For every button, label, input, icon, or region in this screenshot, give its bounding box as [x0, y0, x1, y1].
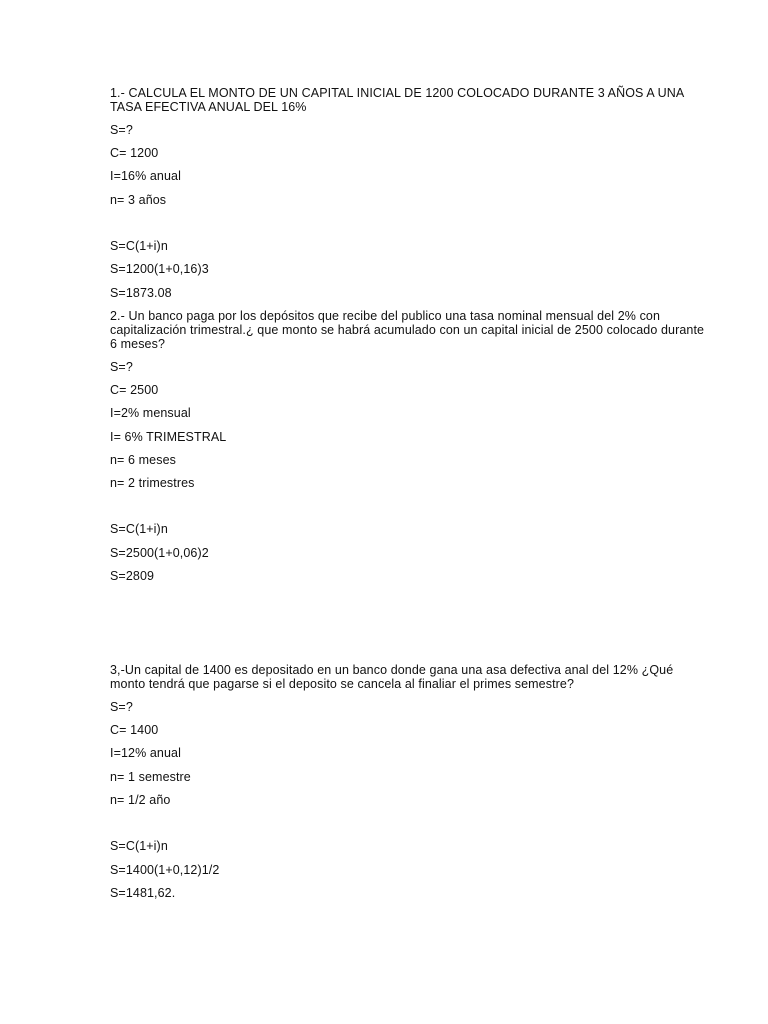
problem1-c: C= 1200: [110, 146, 159, 160]
problem1-question-line2: TASA EFECTIVA ANUAL DEL 16%: [110, 100, 307, 114]
problem3-question-line1: 3,-Un capital de 1400 es depositado en un banco donde gana una asa defectiva anal del 12% ¿Qué: [110, 663, 674, 677]
problem1-result: S=1873.08: [110, 286, 172, 300]
problem2-i-monthly: I=2% mensual: [110, 406, 191, 420]
problem3-result: S=1481,62.: [110, 886, 176, 900]
problem3-n-semester: n= 1 semestre: [110, 770, 191, 784]
problem3-question-line2: monto tendrá que pagarse si el deposito se cancela al finaliar el primes semestre?: [110, 677, 575, 691]
problem1-substitution: S=1200(1+0,16)3: [110, 262, 209, 276]
problem2-formula: S=C(1+i)n: [110, 522, 168, 536]
problem3-s: S=?: [110, 700, 133, 714]
problem3-formula: S=C(1+i)n: [110, 839, 168, 853]
problem1-n: n= 3 años: [110, 193, 167, 207]
problem1-question-line1: 1.- CALCULA EL MONTO DE UN CAPITAL INICIAL DE 1200 COLOCADO DURANTE 3 AÑOS A UNA: [110, 86, 685, 100]
problem2-i-quarterly: I= 6% TRIMESTRAL: [110, 430, 227, 444]
problem2-c: C= 2500: [110, 383, 159, 397]
problem2-question-line2: capitalización trimestral.¿ que monto se habrá acumulado con un capital inicial de 2500 colocado durante: [110, 323, 705, 337]
problem3-c: C= 1400: [110, 723, 159, 737]
problem1-i: I=16% anual: [110, 169, 181, 183]
problem1-s: S=?: [110, 123, 133, 137]
problem3-n-years: n= 1/2 año: [110, 793, 171, 807]
problem3-i: I=12% anual: [110, 746, 181, 760]
problem2-substitution: S=2500(1+0,06)2: [110, 546, 209, 560]
problem3-substitution: S=1400(1+0,12)1/2: [110, 863, 220, 877]
problem2-n-quarters: n= 2 trimestres: [110, 476, 195, 490]
problem2-s: S=?: [110, 360, 133, 374]
problem1-formula: S=C(1+i)n: [110, 239, 168, 253]
problem2-n-months: n= 6 meses: [110, 453, 176, 467]
problem2-question-line1: 2.- Un banco paga por los depósitos que recibe del publico una tasa nominal mensual del 2% con: [110, 309, 661, 323]
problem2-result: S=2809: [110, 569, 155, 583]
problem2-question-line3: 6 meses?: [110, 337, 165, 351]
